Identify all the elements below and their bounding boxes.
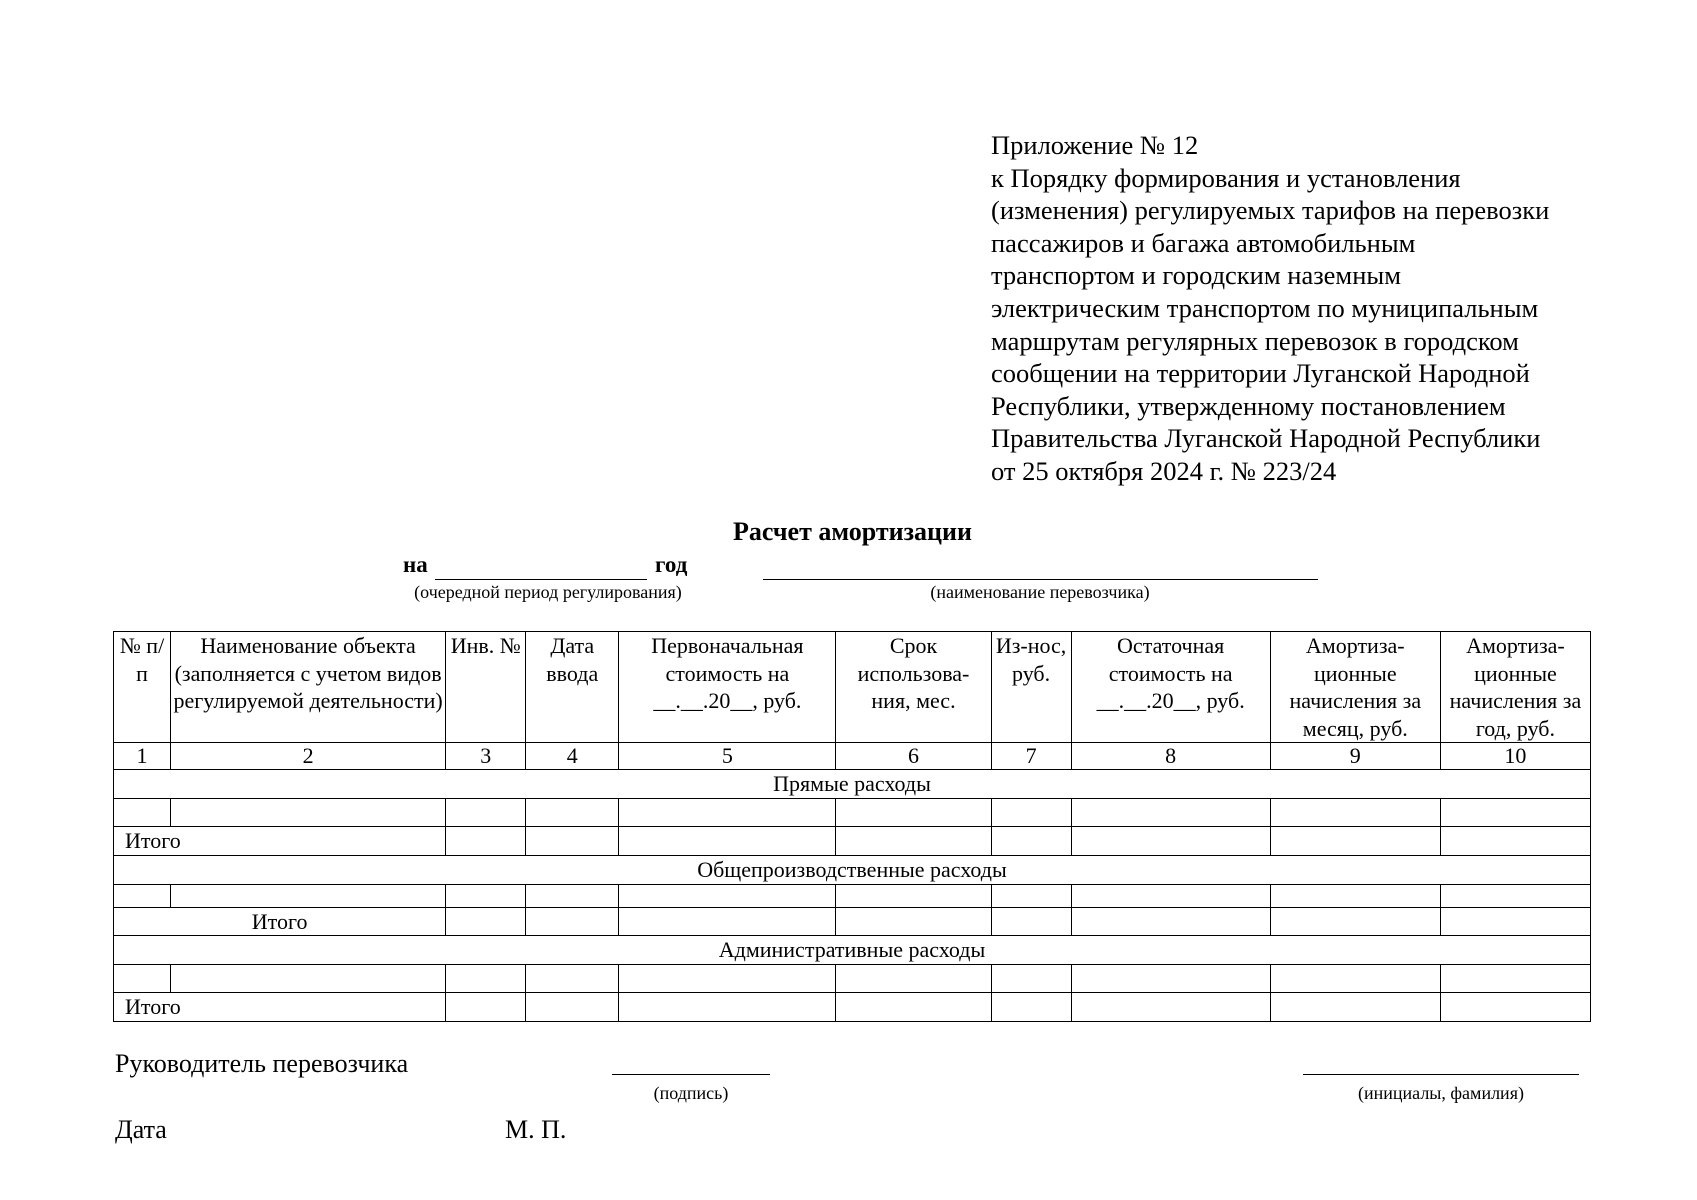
table-cell[interactable] — [836, 885, 991, 908]
table-cell[interactable] — [171, 885, 446, 908]
table-cell[interactable] — [171, 965, 446, 993]
signature-field-line[interactable] — [612, 1074, 770, 1075]
on-label: на — [403, 552, 428, 577]
section-row-overhead — [114, 856, 1591, 885]
table-cell[interactable] — [836, 799, 991, 827]
appendix-line: Приложение № 12 — [991, 130, 1199, 160]
section-title: Прямые расходы — [114, 770, 1591, 799]
header-cell: Срок использова-ния, мес. — [836, 632, 991, 743]
column-number: 1 — [114, 743, 171, 770]
appendix-line: пассажиров и багажа автомобильным — [991, 227, 1416, 258]
table-cell[interactable] — [526, 827, 619, 856]
signature-caption: (подпись) — [653, 1083, 729, 1103]
stamp-label: М. П. — [505, 1115, 567, 1144]
table-cell[interactable] — [1440, 908, 1590, 936]
head-of-carrier-label: Руководитель перевозчика — [115, 1049, 409, 1078]
table-cell[interactable] — [836, 908, 991, 936]
column-number: 6 — [836, 743, 991, 770]
table-cell[interactable] — [171, 799, 446, 827]
table-cell[interactable] — [446, 885, 526, 908]
period-field-line[interactable] — [435, 579, 647, 580]
date-label: Дата — [115, 1115, 167, 1144]
table-cell[interactable] — [1440, 993, 1590, 1022]
table-cell[interactable] — [1270, 799, 1440, 827]
table-cell[interactable] — [1071, 885, 1270, 908]
total-row — [114, 827, 1591, 856]
table-cell[interactable] — [114, 885, 171, 908]
table-cell[interactable] — [1440, 799, 1590, 827]
column-number-row — [114, 743, 1591, 770]
column-number: 9 — [1270, 743, 1440, 770]
appendix-line: сообщении на территории Луганской Народной — [991, 358, 1530, 389]
appendix-line: от 25 октября 2024 г. № 223/24 — [991, 455, 1337, 486]
section-title: Административные расходы — [114, 936, 1591, 965]
column-number: 8 — [1071, 743, 1270, 770]
header-cell: Инв. № — [446, 632, 526, 743]
header-cell: Наименование объекта (заполняется с учетом видов регулируемой деятельности) — [171, 632, 446, 743]
header-row — [114, 632, 1591, 743]
table-cell[interactable] — [619, 885, 836, 908]
table-cell[interactable] — [1270, 965, 1440, 993]
table-cell[interactable] — [1071, 965, 1270, 993]
table-row — [114, 965, 1591, 993]
table-cell[interactable] — [991, 885, 1071, 908]
table-cell[interactable] — [446, 965, 526, 993]
table-cell[interactable] — [1440, 965, 1590, 993]
header-cell: Амортиза-ционные начисления за год, руб. — [1440, 632, 1590, 743]
appendix-line: (изменения) регулируемых тарифов на перевозки — [991, 195, 1550, 226]
table-cell[interactable] — [446, 908, 526, 936]
table-row — [114, 885, 1591, 908]
carrier-caption: (наименование перевозчика) — [930, 582, 1150, 602]
table-cell[interactable] — [1270, 993, 1440, 1022]
column-number: 3 — [446, 743, 526, 770]
header-cell: Из-нос, руб. — [991, 632, 1071, 743]
table-cell[interactable] — [526, 965, 619, 993]
table-cell[interactable] — [1071, 799, 1270, 827]
table-cell[interactable] — [836, 993, 991, 1022]
name-field-line[interactable] — [1303, 1074, 1579, 1075]
document-title: Расчет амортизации — [732, 517, 972, 546]
total-row — [114, 993, 1591, 1022]
table-cell[interactable] — [114, 965, 171, 993]
section-row-administrative — [114, 936, 1591, 965]
table-cell[interactable] — [446, 827, 526, 856]
total-label: Итого — [114, 827, 446, 856]
table-cell[interactable] — [446, 799, 526, 827]
table-cell[interactable] — [526, 885, 619, 908]
appendix-line: Республики, утвержденному постановлением — [991, 390, 1506, 421]
column-number: 7 — [991, 743, 1071, 770]
table-cell[interactable] — [1440, 827, 1590, 856]
appendix-line: электрическим транспортом по муниципальным — [991, 292, 1539, 323]
table-cell[interactable] — [1270, 908, 1440, 936]
table-cell[interactable] — [619, 827, 836, 856]
year-label: год — [655, 552, 688, 577]
table-cell[interactable] — [991, 993, 1071, 1022]
table-cell[interactable] — [1440, 885, 1590, 908]
column-number: 4 — [526, 743, 619, 770]
appendix-block — [991, 129, 1631, 488]
table-cell[interactable] — [526, 993, 619, 1022]
table-cell[interactable] — [619, 908, 836, 936]
table-cell[interactable] — [1071, 908, 1270, 936]
column-number: 2 — [171, 743, 446, 770]
table-cell[interactable] — [991, 908, 1071, 936]
table-cell[interactable] — [619, 965, 836, 993]
table-cell[interactable] — [991, 827, 1071, 856]
table-cell[interactable] — [526, 908, 619, 936]
table-cell[interactable] — [836, 827, 991, 856]
header-cell: Первоначальная стоимость на __.__.20__, руб. — [619, 632, 836, 743]
table-cell[interactable] — [1270, 827, 1440, 856]
table-cell[interactable] — [619, 993, 836, 1022]
header-cell: Амортиза-ционные начисления за месяц, руб. — [1270, 632, 1440, 743]
header-cell: Остаточная стоимость на __.__.20__, руб. — [1071, 632, 1270, 743]
header-cell: Дата ввода — [526, 632, 619, 743]
appendix-line: маршрутам регулярных перевозок в городском — [991, 325, 1519, 356]
column-number: 5 — [619, 743, 836, 770]
name-caption: (инициалы, фамилия) — [1358, 1083, 1524, 1103]
table-cell[interactable] — [526, 799, 619, 827]
period-caption: (очередной период регулирования) — [414, 582, 682, 602]
column-number: 10 — [1440, 743, 1590, 770]
appendix-line: к Порядку формирования и установления — [991, 162, 1461, 193]
table-cell[interactable] — [991, 799, 1071, 827]
table-cell[interactable] — [446, 993, 526, 1022]
appendix-line: Правительства Луганской Народной Республики — [991, 423, 1541, 454]
table-cell[interactable] — [1270, 885, 1440, 908]
total-label: Итого — [114, 908, 446, 936]
table-cell[interactable] — [114, 799, 171, 827]
table-row — [114, 799, 1591, 827]
total-row — [114, 908, 1591, 936]
table-cell[interactable] — [1071, 993, 1270, 1022]
depreciation-table — [113, 631, 1591, 1022]
carrier-name-field-line[interactable] — [763, 579, 1318, 580]
table-cell[interactable] — [836, 965, 991, 993]
header-cell: № п/п — [114, 632, 171, 743]
section-title: Общепроизводственные расходы — [114, 856, 1591, 885]
total-label: Итого — [114, 993, 446, 1022]
appendix-line: транспортом и городским наземным — [991, 260, 1401, 291]
table-cell[interactable] — [1071, 827, 1270, 856]
section-row-direct — [114, 770, 1591, 799]
table-cell[interactable] — [619, 799, 836, 827]
table-cell[interactable] — [991, 965, 1071, 993]
